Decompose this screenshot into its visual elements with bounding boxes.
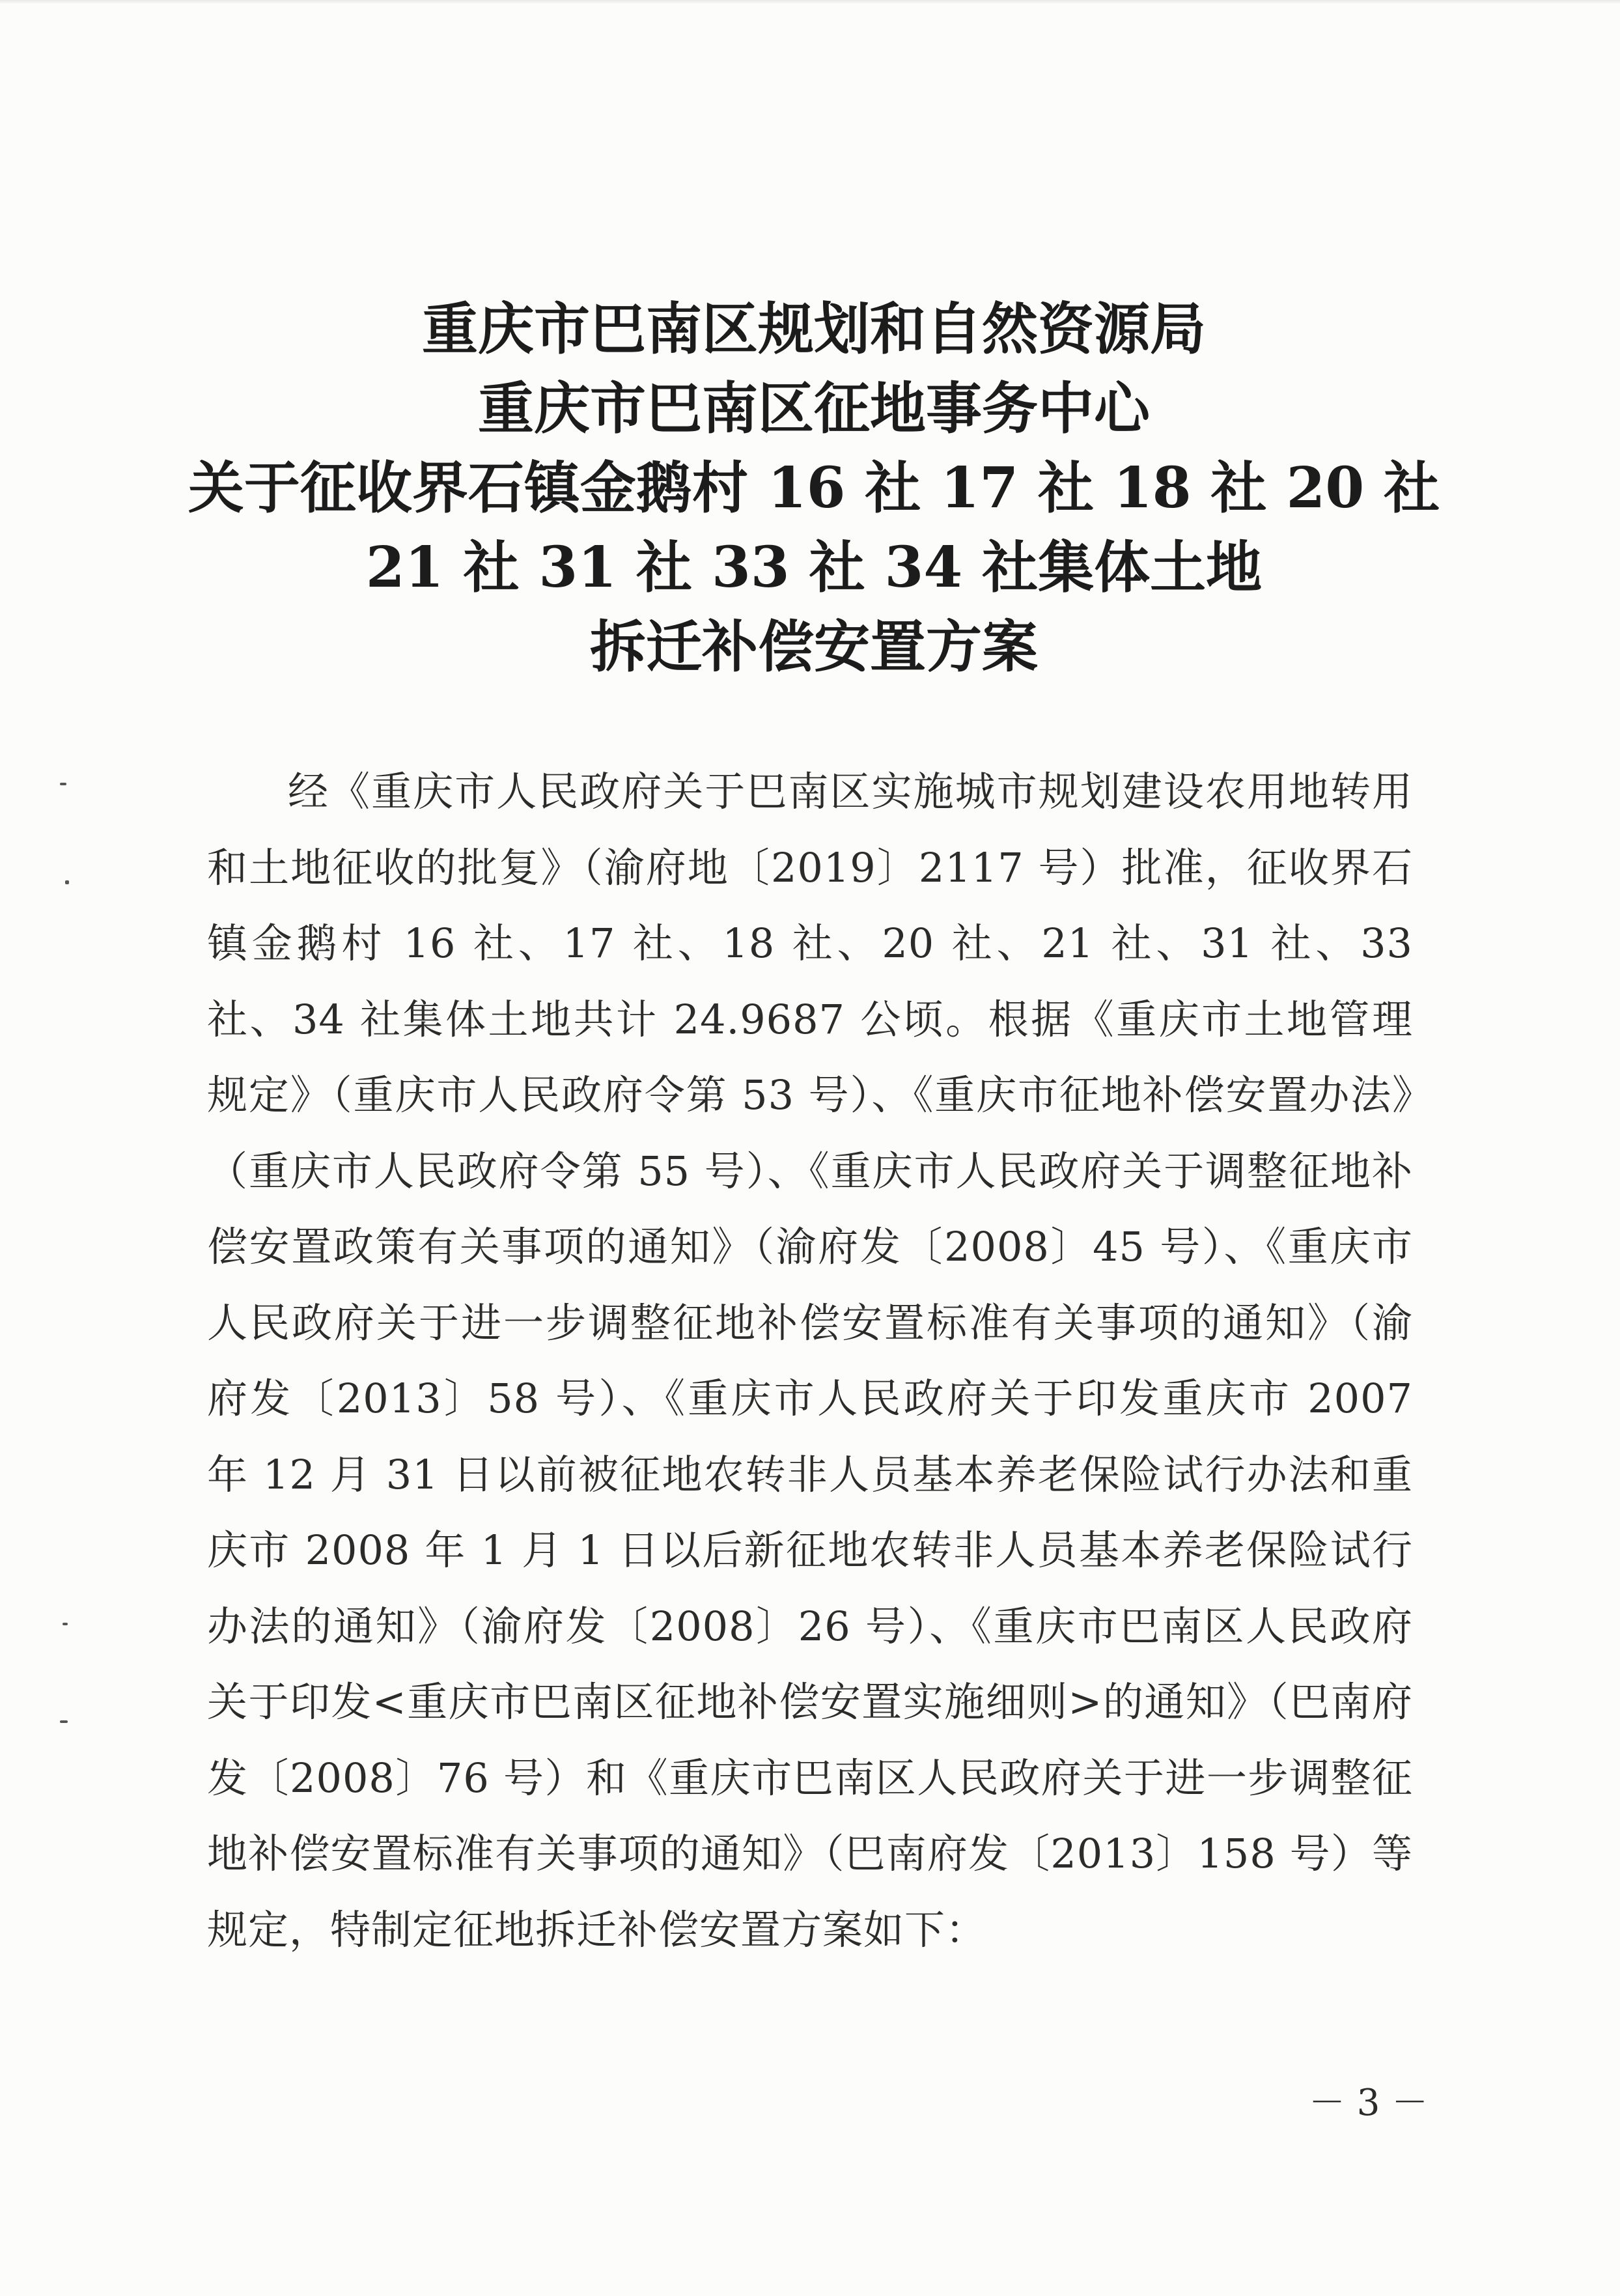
scan-top-edge bbox=[0, 0, 1620, 4]
body-paragraph: 经《重庆市人民政府关于巴南区实施城市规划建设农用地转用和土地征收的批复》（渝府地〔2019〕2117 号）批准，征收界石镇金鹅村 16 社、17 社、18 社、20 社、21 社、31 社、33 社、34 社集体土地共计 24.9687 公顷。根据《重庆市土地管理规定》（重庆市人民政府令第 53 号）、《重庆市征地补偿安置办法》（重庆市人民政府令第 55 号）、《重庆市人民政府关于调整征地补偿安置政策有关事项的通知》（渝府发〔2008〕45 号）、《重庆市人民政府关于进一步调整征地补偿安置标准有关事项的通知》（渝府发〔2013〕58 号）、《重庆市人民政府关于印发重庆市 2007 年 12 月 31 日以前被征地农转非人员基本养老保险试行办法和重庆市 2008 年 1 月 1 日以后新征地农转非人员基本养老保险试行办法的通知》（渝府发〔2008〕26 号）、《重庆市巴南区人民政府关于印发<重庆市巴南区征地补偿安置实施细则>的通知》（巴南府发〔2008〕76 号）和《重庆市巴南区人民政府关于进一步调整征地补偿安置标准有关事项的通知》（巴南府发〔2013〕158 号）等规定，特制定征地拆迁补偿安置方案如下： bbox=[207, 768, 1413, 1953]
scan-speck bbox=[65, 880, 69, 884]
page-number: － 3 － bbox=[1309, 2082, 1429, 2124]
scan-speck bbox=[60, 783, 66, 785]
title-line-4: 21 社 31 社 33 社 34 社集体土地 bbox=[365, 535, 1263, 600]
title-line-2: 重庆市巴南区征地事务中心 bbox=[478, 376, 1150, 441]
title-line-5: 拆迁补偿安置方案 bbox=[590, 614, 1038, 680]
document-title bbox=[163, 290, 1465, 687]
title-line-1: 重庆市巴南区规划和自然资源局 bbox=[422, 296, 1206, 362]
scan-speck bbox=[63, 1623, 68, 1625]
title-line-3: 关于征收界石镇金鹅村 16 社 17 社 18 社 20 社 bbox=[188, 455, 1440, 521]
scan-speck bbox=[60, 1720, 68, 1723]
